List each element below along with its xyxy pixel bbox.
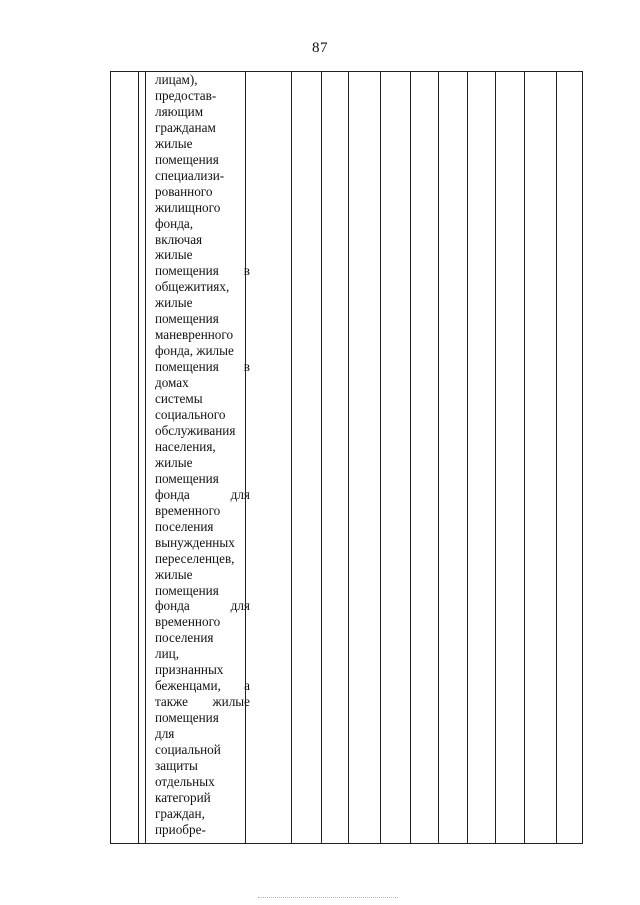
cell-text-line: гражданам [155, 119, 216, 135]
cell-text-line: фонда, [155, 215, 194, 231]
cell-text-word: в [243, 263, 250, 279]
cell-text-word: фонда [155, 486, 190, 502]
description-cell [155, 72, 250, 838]
cell-text-line [155, 487, 250, 503]
cell-text-line: системы [155, 391, 203, 407]
cell-text-word: также [155, 694, 188, 710]
cell-text-line: граждан, [155, 805, 205, 821]
cell-text-line: помещения [155, 470, 219, 486]
cell-text-line: предостав- [155, 87, 217, 103]
cell-text-line: лицам), [155, 72, 198, 87]
cell-text-line: лиц, [155, 646, 179, 662]
cell-text-line: приобре- [155, 821, 206, 837]
cell-text-line: жилые [155, 454, 193, 470]
column-divider [321, 72, 322, 843]
cell-text-word: помещения [155, 359, 219, 375]
cell-text-line: вынужденных [155, 534, 235, 550]
column-divider [348, 72, 349, 843]
cell-text-word: для [230, 486, 250, 502]
cell-text-line [155, 678, 250, 694]
cell-text-line: поселения [155, 518, 214, 534]
cell-text-line: временного [155, 614, 221, 630]
cell-text-line: переселенцев, [155, 550, 235, 566]
cell-text-line: помещения [155, 151, 219, 167]
page-number: 87 [312, 40, 328, 56]
cell-text-word: беженцами, [155, 678, 221, 694]
cell-text-line: жилые [155, 135, 193, 151]
cell-text-line: помещения [155, 311, 219, 327]
cell-text-line [155, 263, 250, 279]
cell-text-line: поселения [155, 630, 214, 646]
column-divider [524, 72, 525, 843]
cell-text-line: социальной [155, 742, 221, 758]
column-divider [291, 72, 292, 843]
column-divider [145, 72, 146, 843]
cell-text-word: а [244, 678, 250, 694]
column-divider [380, 72, 381, 843]
cell-text-line: для [155, 726, 175, 742]
cell-text-line: населения, [155, 438, 216, 454]
cell-text-line [155, 359, 250, 375]
continuation-table [110, 71, 583, 844]
column-divider [138, 72, 139, 843]
cell-text-line [155, 694, 250, 710]
cell-text-line: категорий [155, 789, 211, 805]
column-divider [467, 72, 468, 843]
cell-text-line: домах [155, 375, 189, 391]
cell-text-line: помещения [155, 582, 219, 598]
column-divider [495, 72, 496, 843]
cell-text-line: отдельных [155, 773, 215, 789]
cell-text-line: жилые [155, 247, 193, 263]
cell-text-line: обслуживания [155, 422, 236, 438]
cell-text-word: в [243, 359, 250, 375]
column-divider [556, 72, 557, 843]
cell-text-word: фонда [155, 598, 190, 614]
scan-edge-mark [258, 897, 398, 898]
cell-text-line: маневренного [155, 327, 234, 343]
cell-text-line: общежитиях, [155, 279, 230, 295]
cell-text-word: для [230, 598, 250, 614]
cell-text-line: жилищного [155, 199, 221, 215]
cell-text-word: жилые [212, 694, 250, 710]
column-divider [410, 72, 411, 843]
cell-text-word: помещения [155, 263, 219, 279]
cell-text-line: специализи- [155, 167, 225, 183]
column-divider [438, 72, 439, 843]
cell-text-line: временного [155, 502, 221, 518]
cell-text-line: включая [155, 231, 203, 247]
cell-text-line: признанных [155, 662, 224, 678]
cell-text-line [155, 598, 250, 614]
cell-text-line: жилые [155, 295, 193, 311]
cell-text-line: социального [155, 407, 226, 423]
cell-text-line: фонда, жилые [155, 343, 234, 359]
cell-text-line: помещения [155, 710, 219, 726]
cell-text-line: защиты [155, 757, 198, 773]
cell-text-line: ляющим [155, 103, 204, 119]
cell-text-line: жилые [155, 566, 193, 582]
cell-text-line: рованного [155, 183, 213, 199]
